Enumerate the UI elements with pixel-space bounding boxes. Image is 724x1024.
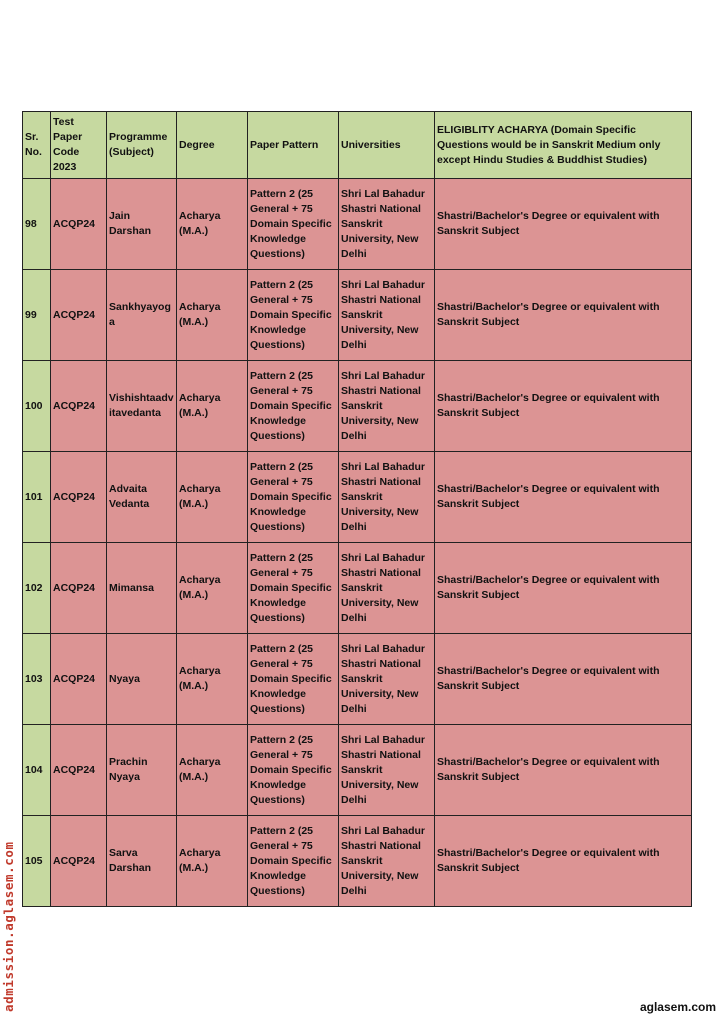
table-row [23, 361, 692, 452]
table-row [23, 725, 692, 816]
degree-cell: Acharya (M.A.) [177, 270, 248, 361]
university-cell: Shri Lal Bahadur Shastri National Sanskrit University, New Delhi [339, 452, 435, 543]
table-row [23, 543, 692, 634]
eligibility-cell: Shastri/Bachelor's Degree or equivalent with Sanskrit Subject [435, 816, 692, 907]
sr-no-cell: 101 [23, 452, 51, 543]
sr-no-cell: 99 [23, 270, 51, 361]
programme-cell: Vishishtaadvitavedanta [107, 361, 177, 452]
university-cell: Shri Lal Bahadur Shastri National Sanskrit University, New Delhi [339, 543, 435, 634]
footer-site-name: aglasem.com [639, 1000, 716, 1014]
test-paper-code-cell: ACQP24 [51, 179, 107, 270]
test-paper-code-cell: ACQP24 [51, 543, 107, 634]
eligibility-cell: Shastri/Bachelor's Degree or equivalent with Sanskrit Subject [435, 270, 692, 361]
programme-cell: Prachin Nyaya [107, 725, 177, 816]
eligibility-cell: Shastri/Bachelor's Degree or equivalent with Sanskrit Subject [435, 452, 692, 543]
paper-pattern-cell: Pattern 2 (25 General + 75 Domain Specific Knowledge Questions) [248, 725, 339, 816]
paper-pattern-cell: Pattern 2 (25 General + 75 Domain Specific Knowledge Questions) [248, 543, 339, 634]
sr-no-cell: 105 [23, 816, 51, 907]
sr-no-cell: 98 [23, 179, 51, 270]
paper-pattern-cell: Pattern 2 (25 General + 75 Domain Specific Knowledge Questions) [248, 270, 339, 361]
vertical-watermark: admission.aglasem.com [1, 841, 16, 1012]
eligibility-cell: Shastri/Bachelor's Degree or equivalent with Sanskrit Subject [435, 634, 692, 725]
test-paper-code-cell: ACQP24 [51, 816, 107, 907]
degree-cell: Acharya (M.A.) [177, 816, 248, 907]
eligibility-cell: Shastri/Bachelor's Degree or equivalent with Sanskrit Subject [435, 725, 692, 816]
test-paper-code-cell: ACQP24 [51, 725, 107, 816]
programme-cell: Jain Darshan [107, 179, 177, 270]
test-paper-code-cell: ACQP24 [51, 452, 107, 543]
eligibility-table [22, 111, 692, 907]
header-programme: Programme (Subject) [107, 112, 177, 179]
table-body [23, 179, 692, 907]
test-paper-code-cell: ACQP24 [51, 361, 107, 452]
test-paper-code-cell: ACQP24 [51, 270, 107, 361]
paper-pattern-cell: Pattern 2 (25 General + 75 Domain Specific Knowledge Questions) [248, 634, 339, 725]
university-cell: Shri Lal Bahadur Shastri National Sanskrit University, New Delhi [339, 270, 435, 361]
table-row [23, 816, 692, 907]
programme-cell: Nyaya [107, 634, 177, 725]
university-cell: Shri Lal Bahadur Shastri National Sanskrit University, New Delhi [339, 816, 435, 907]
sr-no-cell: 100 [23, 361, 51, 452]
programme-cell: Sankhyayoga [107, 270, 177, 361]
programme-cell: Mimansa [107, 543, 177, 634]
degree-cell: Acharya (M.A.) [177, 361, 248, 452]
university-cell: Shri Lal Bahadur Shastri National Sanskrit University, New Delhi [339, 634, 435, 725]
paper-pattern-cell: Pattern 2 (25 General + 75 Domain Specific Knowledge Questions) [248, 816, 339, 907]
degree-cell: Acharya (M.A.) [177, 179, 248, 270]
table-row [23, 452, 692, 543]
degree-cell: Acharya (M.A.) [177, 543, 248, 634]
table-row [23, 634, 692, 725]
sr-no-cell: 103 [23, 634, 51, 725]
eligibility-cell: Shastri/Bachelor's Degree or equivalent with Sanskrit Subject [435, 543, 692, 634]
header-row [23, 112, 692, 179]
university-cell: Shri Lal Bahadur Shastri National Sanskrit University, New Delhi [339, 725, 435, 816]
header-degree: Degree [177, 112, 248, 179]
header-sr-no: Sr. No. [23, 112, 51, 179]
test-paper-code-cell: ACQP24 [51, 634, 107, 725]
eligibility-cell: Shastri/Bachelor's Degree or equivalent with Sanskrit Subject [435, 179, 692, 270]
eligibility-cell: Shastri/Bachelor's Degree or equivalent with Sanskrit Subject [435, 361, 692, 452]
table-row [23, 179, 692, 270]
degree-cell: Acharya (M.A.) [177, 725, 248, 816]
degree-cell: Acharya (M.A.) [177, 634, 248, 725]
paper-pattern-cell: Pattern 2 (25 General + 75 Domain Specific Knowledge Questions) [248, 361, 339, 452]
university-cell: Shri Lal Bahadur Shastri National Sanskrit University, New Delhi [339, 361, 435, 452]
programme-cell: Sarva Darshan [107, 816, 177, 907]
header-universities: Universities [339, 112, 435, 179]
programme-cell: Advaita Vedanta [107, 452, 177, 543]
paper-pattern-cell: Pattern 2 (25 General + 75 Domain Specific Knowledge Questions) [248, 179, 339, 270]
header-test-paper-code: Test Paper Code 2023 [51, 112, 107, 179]
university-cell: Shri Lal Bahadur Shastri National Sanskrit University, New Delhi [339, 179, 435, 270]
paper-pattern-cell: Pattern 2 (25 General + 75 Domain Specific Knowledge Questions) [248, 452, 339, 543]
header-eligibility: ELIGIBLITY ACHARYA (Domain Specific Questions would be in Sanskrit Medium only except Hindu Studies & Buddhist Studies) [435, 112, 692, 179]
header-paper-pattern: Paper Pattern [248, 112, 339, 179]
table-row [23, 270, 692, 361]
sr-no-cell: 104 [23, 725, 51, 816]
degree-cell: Acharya (M.A.) [177, 452, 248, 543]
sr-no-cell: 102 [23, 543, 51, 634]
